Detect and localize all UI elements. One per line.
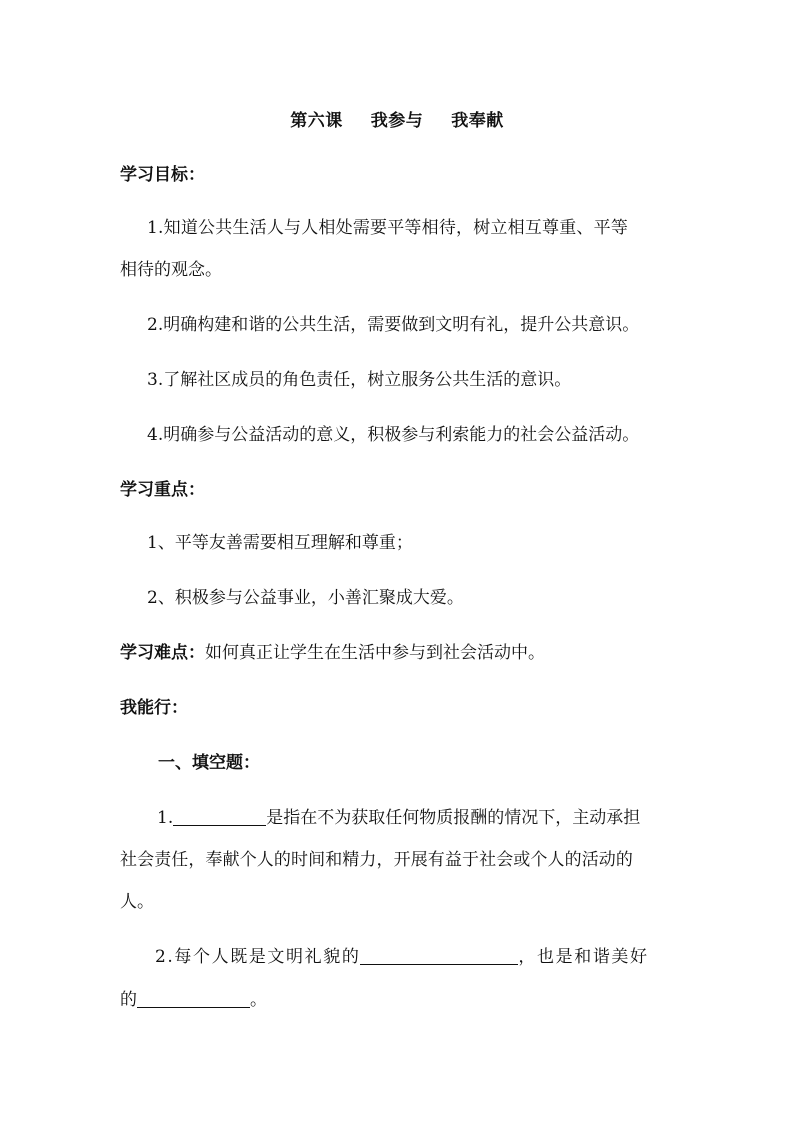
question-2-line2: [120, 988, 680, 1012]
lesson-name-part2: 我奉献: [451, 111, 504, 131]
difficulty-heading: 学习难点：: [120, 643, 205, 663]
key-point-1: 1、平等友善需要相互理解和尊重；: [147, 533, 413, 553]
objective-3: 3.了解社区成员的角色责任，树立服务公共生活的意识。: [147, 370, 572, 390]
fill-in-heading: 一、填空题：: [158, 753, 260, 773]
lesson-name-part1: 我参与: [370, 111, 424, 131]
key-points-heading: 学习重点：: [120, 480, 205, 500]
answer-blank-3[interactable]: [137, 989, 250, 1008]
objective-2: 2.明确构建和谐的公共生活，需要做到文明有礼，提升公共意识。: [147, 315, 640, 335]
question-2-line1: [155, 945, 715, 969]
question-2-line2-end: 。: [250, 990, 267, 1010]
practice-heading: 我能行：: [120, 698, 188, 718]
objective-1-line1: 1.知道公共生活人与人相处需要平等相待，树立相互尊重、平等: [147, 218, 629, 238]
lesson-title: [0, 106, 794, 131]
difficulty-text: 如何真正让学生在生活中参与到社会活动中。: [205, 643, 545, 663]
question-2-text-start: 2.每个人既是文明礼貌的: [155, 947, 361, 967]
question-1-number: 1.: [157, 808, 174, 828]
question-1-line2: 社会责任，奉献个人的时间和精力，开展有益于社会或个人的活动的: [120, 850, 633, 870]
answer-blank-2[interactable]: [360, 946, 518, 965]
question-1-text: 是指在不为获取任何物质报酬的情况下，主动承担: [266, 808, 641, 828]
lesson-number: 第六课: [290, 111, 343, 131]
answer-blank-1[interactable]: [173, 807, 266, 826]
objectives-heading: 学习目标：: [120, 165, 205, 185]
objective-4: 4.明确参与公益活动的意义，积极参与利索能力的社会公益活动。: [147, 425, 640, 445]
objective-1-line2: 相待的观念。: [120, 260, 222, 280]
question-2-line2-start: 的: [120, 990, 137, 1010]
difficulty-row: [120, 641, 680, 665]
key-point-2: 2、积极参与公益事业，小善汇聚成大爱。: [147, 588, 464, 608]
question-1-line3: 人。: [120, 892, 154, 912]
question-2-text-end: ，也是和谐美好: [518, 947, 649, 967]
question-1-line1: [157, 806, 717, 830]
